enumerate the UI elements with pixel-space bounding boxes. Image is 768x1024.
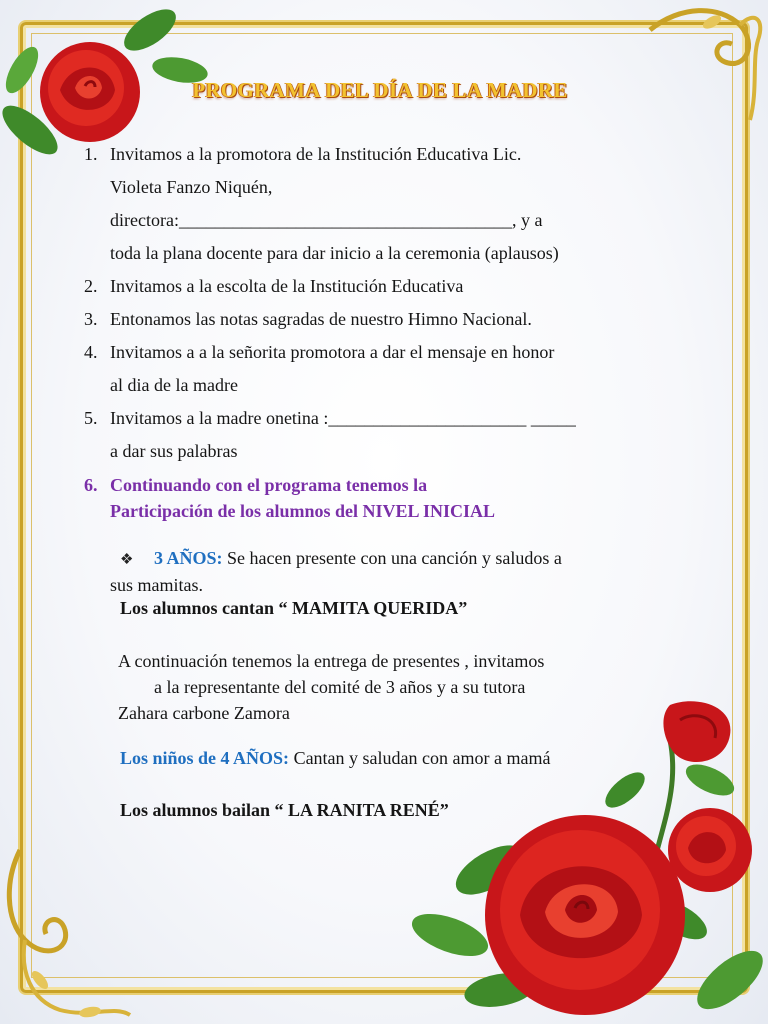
list-item — [84, 138, 704, 270]
gold-scroll-bottom-left-icon — [0, 840, 140, 1024]
list-item — [84, 402, 704, 468]
list-item-highlight — [84, 472, 704, 524]
list-item — [84, 336, 704, 402]
dance-line: Los alumnos bailan “ LA RANITA RENÉ” — [120, 800, 449, 820]
item-number: 5. — [84, 408, 98, 428]
item-line: Entonamos las notas sagradas de nuestro Himno Nacional. — [110, 309, 532, 329]
item-number: 2. — [84, 276, 98, 296]
presents-paragraph — [118, 648, 678, 726]
item-line: toda la plana docente para dar inicio a la ceremonia (aplausos) — [110, 243, 559, 263]
item-line: directora:_____________________________________, y a — [110, 210, 543, 230]
program-list — [84, 138, 704, 524]
item-line: a dar sus palabras — [110, 441, 238, 461]
roses-bottom-right-icon — [380, 690, 768, 1024]
sing-line: Los alumnos cantan “ MAMITA QUERIDA” — [120, 598, 468, 618]
page-title: PROGRAMA DEL DÍA DE LA MADRE — [192, 78, 568, 102]
presents-line: A continuación tenemos la entrega de presentes , invitamos — [118, 651, 545, 671]
item-line: Invitamos a la promotora de la Institución Educativa Lic. — [110, 144, 522, 164]
list-item — [84, 303, 704, 336]
item-line: Continuando con el programa tenemos la — [110, 475, 428, 495]
list-item — [84, 270, 704, 303]
item-number: 6. — [84, 475, 98, 495]
item-number: 3. — [84, 309, 98, 329]
item-line: Invitamos a la madre onetina :______________________ _____ — [110, 408, 576, 428]
presents-line: Zahara carbone Zamora — [118, 703, 290, 723]
three-years-label: 3 AÑOS: — [154, 548, 223, 568]
item-line: Invitamos a a la señorita promotora a dar el mensaje en honor — [110, 342, 555, 362]
item-line: Invitamos a la escolta de la Institución Educativa — [110, 276, 464, 296]
item-line: al dia de la madre — [110, 375, 238, 395]
four-years-label: Los niños de 4 AÑOS: — [120, 748, 290, 768]
presents-line: a la representante del comité de 3 años y a su tutora — [154, 677, 526, 697]
item-number: 1. — [84, 144, 98, 164]
four-years-text: Cantan y saludan con amor a mamá — [289, 748, 551, 768]
diamond-bullet-icon: ❖ — [120, 552, 134, 568]
four-years-paragraph — [120, 748, 550, 769]
gold-scroll-top-right-icon — [640, 0, 768, 130]
item-line: Participación de los alumnos del NIVEL INICIAL — [110, 501, 496, 521]
three-years-text: Se hacen presente con una canción y saludos a — [222, 548, 562, 568]
three-years-text-cont: sus mamitas. — [110, 575, 203, 595]
three-years-paragraph — [110, 546, 690, 598]
item-number: 4. — [84, 342, 98, 362]
item-line: Violeta Fanzo Niquén, — [110, 177, 273, 197]
